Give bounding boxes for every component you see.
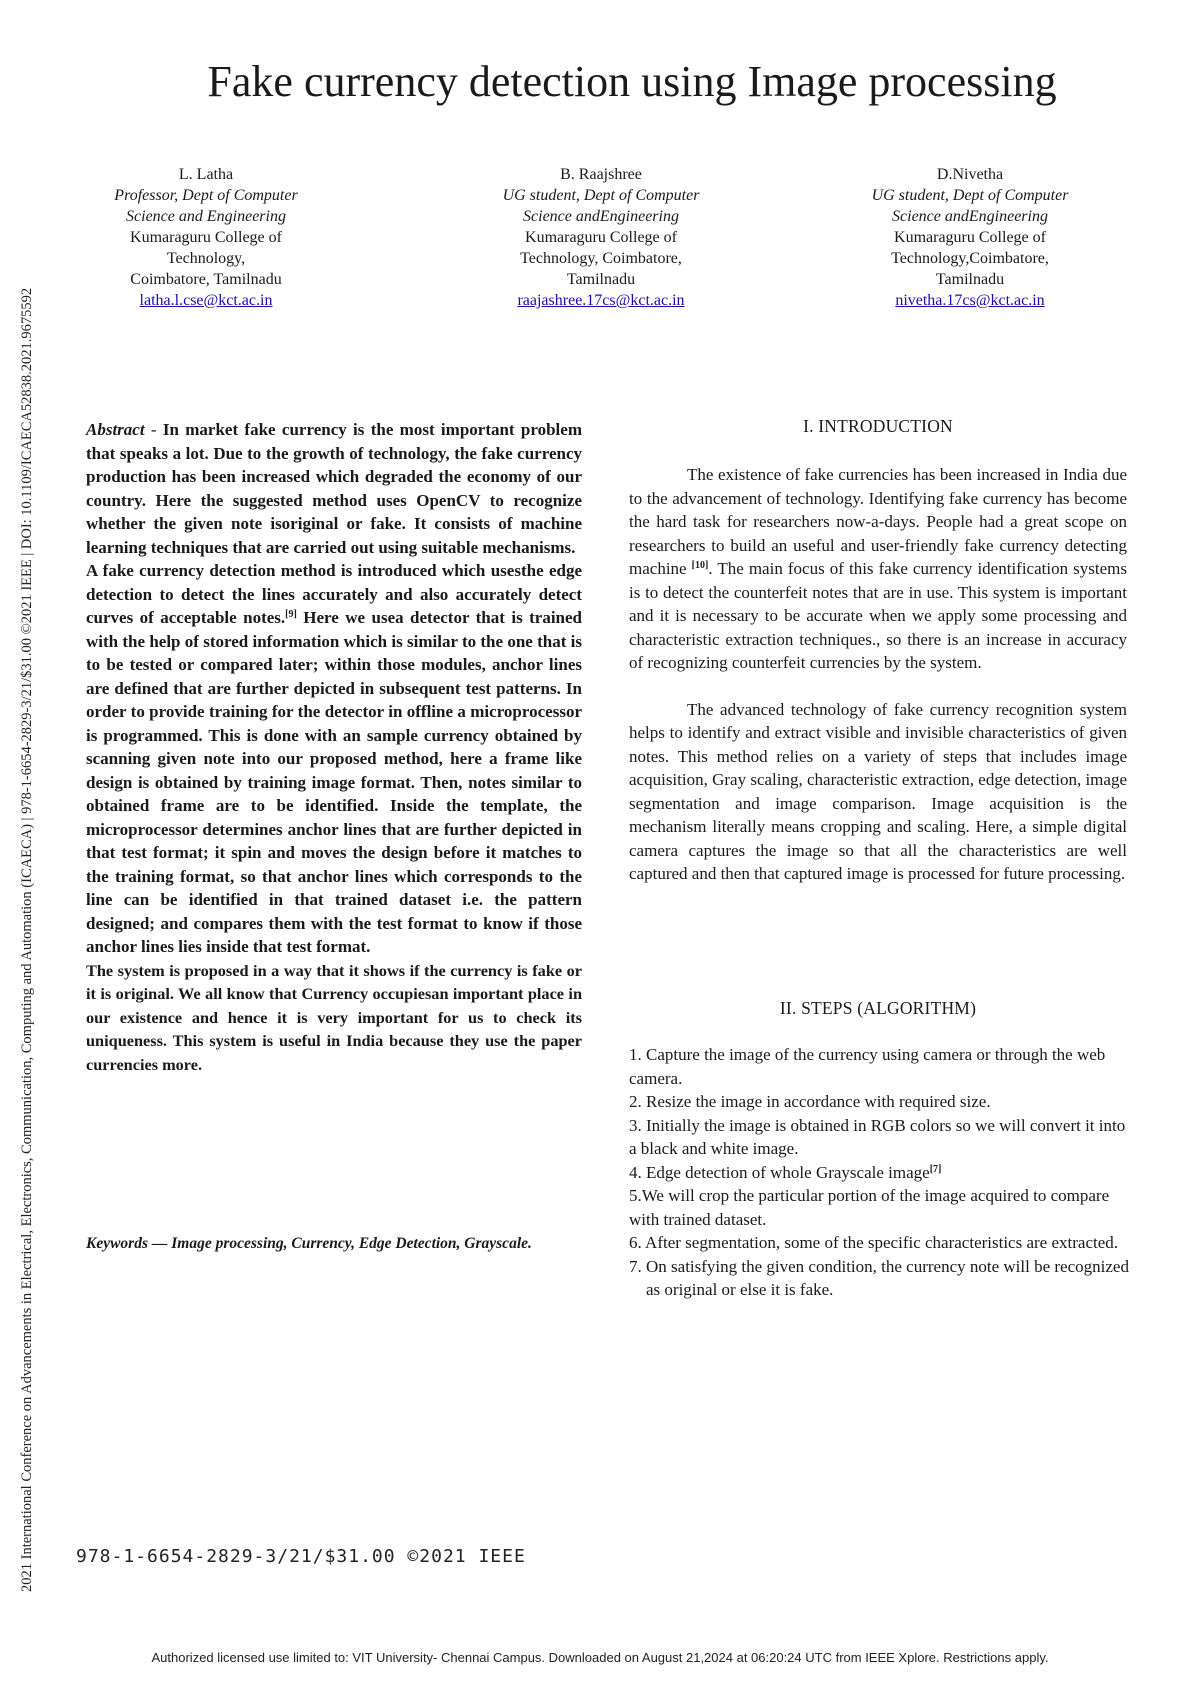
copyright-line: 978-1-6654-2829-3/21/$31.00 ©2021 IEEE [76, 1546, 526, 1567]
abstract-paragraph-1 [86, 418, 582, 559]
list-item: 2. Resize the image in accordance with required size. [629, 1092, 991, 1111]
author-affiliation: Coimbatore, Tamilnadu [130, 271, 282, 288]
list-item [629, 1161, 1129, 1185]
author-affiliation: Technology, Coimbatore, [520, 250, 682, 267]
citation-ref: [9] [285, 609, 297, 620]
paper-title: Fake currency detection using Image processing [207, 57, 1057, 106]
intro-text: The existence of fake currencies has been increased in India due to the advancement of technology. Identifying fake currency has become the hard task for researchers now-a-days. People had a great scope on researchers to build an useful and user-friendly fake currency detecting machine [629, 465, 1127, 578]
intro-text: . The main focus of this fake currency identification systems is to detect the counterfeit notes that are in use. This system is important and it is necessary to be accurate when we apply some processing and characteristic extraction techniques., so there is an increase in accuracy of recognizing counterfeit currencies by the system. [629, 559, 1127, 672]
doi-sidebar: 2021 International Conference on Advancements in Electrical, Electronics, Communication, Computing and Automation (ICAECA) | 978-1-6654-2829-3/21/$31.00 ©2021 IEEE | DOI: 10.1109/ICAECA52838.2021.9675592 [19, 287, 35, 1592]
license-footer: Authorized licensed use limited to: VIT University- Chennai Campus. Downloaded on August 21,2024 at 06:20:24 UTC from IEEE Xplore. Restrictions apply. [151, 1650, 1049, 1665]
abstract-column [86, 418, 582, 1076]
intro-paragraph-1 [629, 463, 1127, 675]
author-email-link[interactable]: nivetha.17cs@kct.ac.in [895, 292, 1045, 309]
steps-list [629, 1043, 1129, 1302]
author-affiliation: Tamilnadu [935, 271, 1005, 288]
author-email-link[interactable]: raajashree.17cs@kct.ac.in [517, 292, 685, 309]
list-item: 5.We will crop the particular portion of the image acquired to compare with trained dataset. [629, 1186, 1110, 1229]
list-item: 6. After segmentation, some of the specific characteristics are extracted. [629, 1233, 1119, 1252]
author-affiliation: Technology, [166, 250, 246, 267]
section-heading-steps: II. STEPS (ALGORITHM) [779, 998, 977, 1018]
abstract-dash: - [144, 420, 163, 439]
abstract-text: In market fake currency is the most important problem that speaks a lot. Due to the growth of technology, the fake currency production has been increased which degraded the economy of our country. Here the suggested method uses OpenCV to recognize whether the given note isoriginal or fake. It consists of machine learning techniques that are carried out using suitable mechanisms. [86, 420, 582, 557]
author-affiliation: Kumaraguru College of [894, 229, 1046, 246]
author-role: UG student, Dept of Computer [871, 187, 1069, 204]
citation-ref: [10] [691, 560, 709, 571]
author-block-2 [451, 164, 751, 311]
author-block-3 [820, 164, 1120, 311]
author-name: B. Raajshree [560, 166, 642, 183]
list-item: 7. On satisfying the given condition, the currency note will be recognized as original or else it is fake. [629, 1256, 1129, 1299]
abstract-paragraph-3: The system is proposed in a way that it shows if the currency is fake or it is original. We all know that Currency occupiesan important place in our existence and hence it is very important for us to check its uniqueness. This system is useful in India because they use the paper currencies more. [86, 960, 582, 1074]
author-affiliation: Tamilnadu [566, 271, 636, 288]
author-affiliation: Kumaraguru College of [525, 229, 677, 246]
abstract-text: Here we usea detector that is trained with the help of stored information which is similar to the one that is to be tested or compared later; within those modules, anchor lines are defined that are further depicted in subsequent test patterns. In order to provide training for the detector in offline a microprocessor is programmed. This is done with an sample currency obtained by scanning given note into our proposed method, here a frame like design is obtained by training image format. Then, notes similar to obtained frame are to be identified. Inside the template, the microprocessor determines anchor lines that are further depicted in that test format; it spin and moves the design before it matches to the training format, so that anchor lines which corresponds to the line can be identified in that trained dataset i.e. the pattern designed; and compares them with the test format to know if those anchor lines lies inside that test format. [86, 608, 582, 956]
citation-ref: [7] [929, 1163, 942, 1175]
author-name: L. Latha [178, 166, 234, 183]
author-affiliation: Kumaraguru College of [130, 229, 282, 246]
author-affiliation: Technology,Coimbatore, [891, 250, 1049, 267]
author-dept: Science andEngineering [523, 208, 679, 225]
step-text: 4. Edge detection of whole Grayscale image [629, 1162, 930, 1182]
abstract-paragraph-2 [86, 559, 582, 959]
list-item: 3. Initially the image is obtained in RGB colors so we will convert it into a black and white image. [629, 1115, 1126, 1158]
author-email-link[interactable]: latha.l.cse@kct.ac.in [139, 292, 273, 309]
keywords: Keywords — Image processing, Currency, Edge Detection, Grayscale. [86, 1235, 532, 1252]
author-role: UG student, Dept of Computer [502, 187, 700, 204]
author-dept: Science andEngineering [892, 208, 1048, 225]
section-heading-introduction: I. INTRODUCTION [803, 416, 953, 436]
author-name: D.Nivetha [936, 166, 1004, 183]
author-dept: Science and Engineering [126, 208, 286, 225]
intro-paragraph-2: The advanced technology of fake currency recognition system helps to identify and extract visible and invisible characteristics of given notes. This method relies on a variety of steps that includes image acquisition, Gray scaling, characteristic extraction, edge detection, image segmentation and image comparison. Image acquisition is the mechanism literally means cropping and scaling. Here, a simple digital camera captures the image so that all the characteristics are well captured and then that captured image is processed for future processing. [629, 699, 1127, 883]
abstract-text: A fake currency detection method is introduced which usesthe edge detection to detect the lines accurately and also accurately detect curves of acceptable notes. [86, 561, 582, 627]
abstract-label: Abstract [86, 420, 145, 439]
author-role: Professor, Dept of Computer [114, 187, 298, 204]
author-block-1 [56, 164, 356, 311]
introduction-column [629, 463, 1127, 886]
list-item: 1. Capture the image of the currency using camera or through the web camera. [629, 1045, 1106, 1088]
